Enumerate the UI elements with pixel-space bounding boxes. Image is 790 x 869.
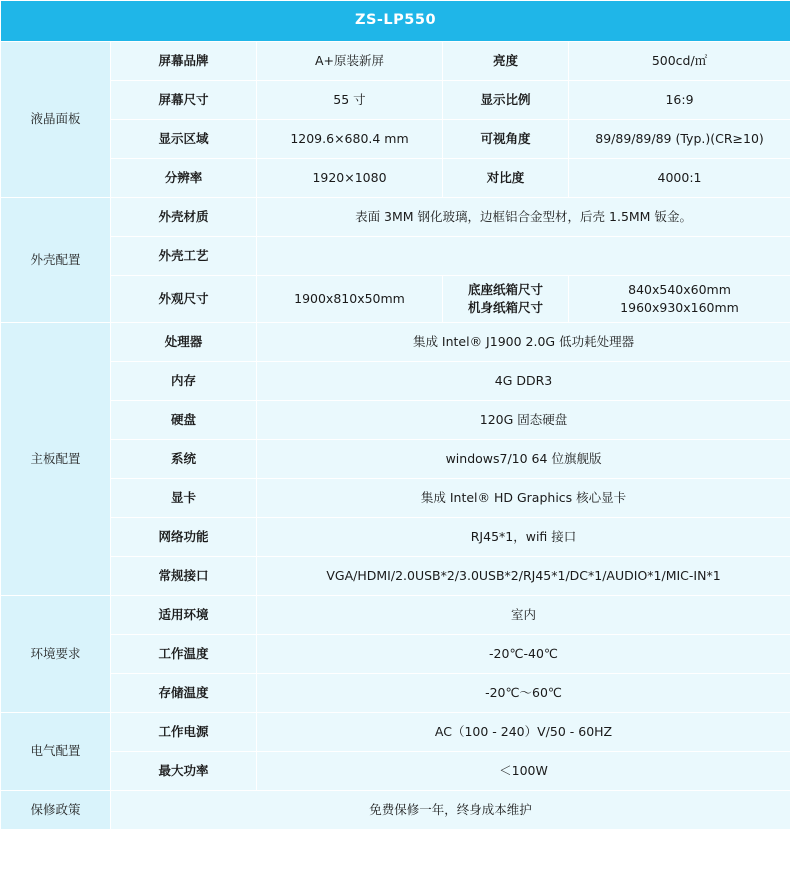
- table-row: [1, 42, 790, 81]
- row-value-secondary: 500cd/㎡: [569, 42, 790, 81]
- row-value: AC（100 - 240）V/50 - 60HZ: [257, 713, 790, 752]
- row-label-secondary: 可视角度: [443, 120, 569, 159]
- row-value: 表面 3MM 钢化玻璃，边框铝合金型材，后壳 1.5MM 钣金。: [257, 198, 790, 237]
- row-value: -20℃-40℃: [257, 635, 790, 674]
- table-row: [1, 635, 790, 674]
- row-value-secondary: 89/89/89/89 (Typ.)(CR≥10): [569, 120, 790, 159]
- table-row: [1, 323, 790, 362]
- row-value: 1209.6×680.4 mm: [257, 120, 443, 159]
- row-value-secondary: 4000:1: [569, 159, 790, 198]
- row-value: [257, 237, 790, 276]
- group-label-electrical: 电气配置: [1, 713, 111, 791]
- row-label-secondary: 对比度: [443, 159, 569, 198]
- row-value: 集成 Intel® HD Graphics 核心显卡: [257, 479, 790, 518]
- row-label: 常规接口: [111, 557, 257, 596]
- page-title: ZS-LP550: [1, 1, 790, 42]
- table-row: [1, 276, 790, 323]
- row-label: 屏幕品牌: [111, 42, 257, 81]
- row-value: -20℃～60℃: [257, 674, 790, 713]
- row-label: 工作温度: [111, 635, 257, 674]
- row-label: 适用环境: [111, 596, 257, 635]
- table-row: [1, 159, 790, 198]
- row-label: 存储温度: [111, 674, 257, 713]
- carton-size-body-value: 1960x930x160mm: [620, 300, 739, 315]
- row-value: 55 寸: [257, 81, 443, 120]
- row-value: A+原装新屏: [257, 42, 443, 81]
- row-label: 内存: [111, 362, 257, 401]
- row-label: 系统: [111, 440, 257, 479]
- table-row: [1, 198, 790, 237]
- table-row: [1, 237, 790, 276]
- row-value: 4G DDR3: [257, 362, 790, 401]
- row-value: RJ45*1，wifi 接口: [257, 518, 790, 557]
- group-label-warranty: 保修政策: [1, 791, 111, 830]
- table-row: [1, 752, 790, 791]
- row-label: 外观尺寸: [111, 276, 257, 323]
- row-value: ＜100W: [257, 752, 790, 791]
- row-label: 分辨率: [111, 159, 257, 198]
- table-row: [1, 713, 790, 752]
- row-label: 外壳材质: [111, 198, 257, 237]
- row-label-secondary: 亮度: [443, 42, 569, 81]
- carton-size-base-label: 底座纸箱尺寸: [467, 281, 543, 297]
- table-row: [1, 674, 790, 713]
- table-row: [1, 120, 790, 159]
- row-value-secondary: [569, 276, 790, 323]
- row-label-secondary: [443, 276, 569, 323]
- row-value: 1920×1080: [257, 159, 443, 198]
- row-value: windows7/10 64 位旗舰版: [257, 440, 790, 479]
- row-value: VGA/HDMI/2.0USB*2/3.0USB*2/RJ45*1/DC*1/AUDIO*1/MIC-IN*1: [257, 557, 790, 596]
- group-label-lcd-panel: 液晶面板: [1, 42, 111, 198]
- row-value: 120G 固态硬盘: [257, 401, 790, 440]
- row-label: 屏幕尺寸: [111, 81, 257, 120]
- group-label-housing: 外壳配置: [1, 198, 111, 323]
- table-row: [1, 401, 790, 440]
- row-label: 显卡: [111, 479, 257, 518]
- row-label-secondary: 显示比例: [443, 81, 569, 120]
- row-label: 显示区域: [111, 120, 257, 159]
- row-label: 最大功率: [111, 752, 257, 791]
- table-row: [1, 81, 790, 120]
- table-row: [1, 440, 790, 479]
- row-label: 处理器: [111, 323, 257, 362]
- group-label-mainboard: 主板配置: [1, 323, 111, 596]
- row-value: 1900x810x50mm: [257, 276, 443, 323]
- group-label-environment: 环境要求: [1, 596, 111, 713]
- table-row: [1, 596, 790, 635]
- row-value: 集成 Intel® J1900 2.0G 低功耗处理器: [257, 323, 790, 362]
- table-row: [1, 479, 790, 518]
- table-row: [1, 518, 790, 557]
- row-value: 免费保修一年，终身成本维护: [111, 791, 790, 830]
- row-label: 外壳工艺: [111, 237, 257, 276]
- row-label: 工作电源: [111, 713, 257, 752]
- table-title-row: [1, 1, 790, 42]
- table-row: [1, 362, 790, 401]
- table-row: [1, 791, 790, 830]
- row-value-secondary: 16:9: [569, 81, 790, 120]
- table-row: [1, 557, 790, 596]
- row-label: 网络功能: [111, 518, 257, 557]
- carton-size-base-value: 840x540x60mm: [628, 281, 731, 297]
- row-label: 硬盘: [111, 401, 257, 440]
- carton-size-body-label: 机身纸箱尺寸: [467, 300, 543, 315]
- row-value: 室内: [257, 596, 790, 635]
